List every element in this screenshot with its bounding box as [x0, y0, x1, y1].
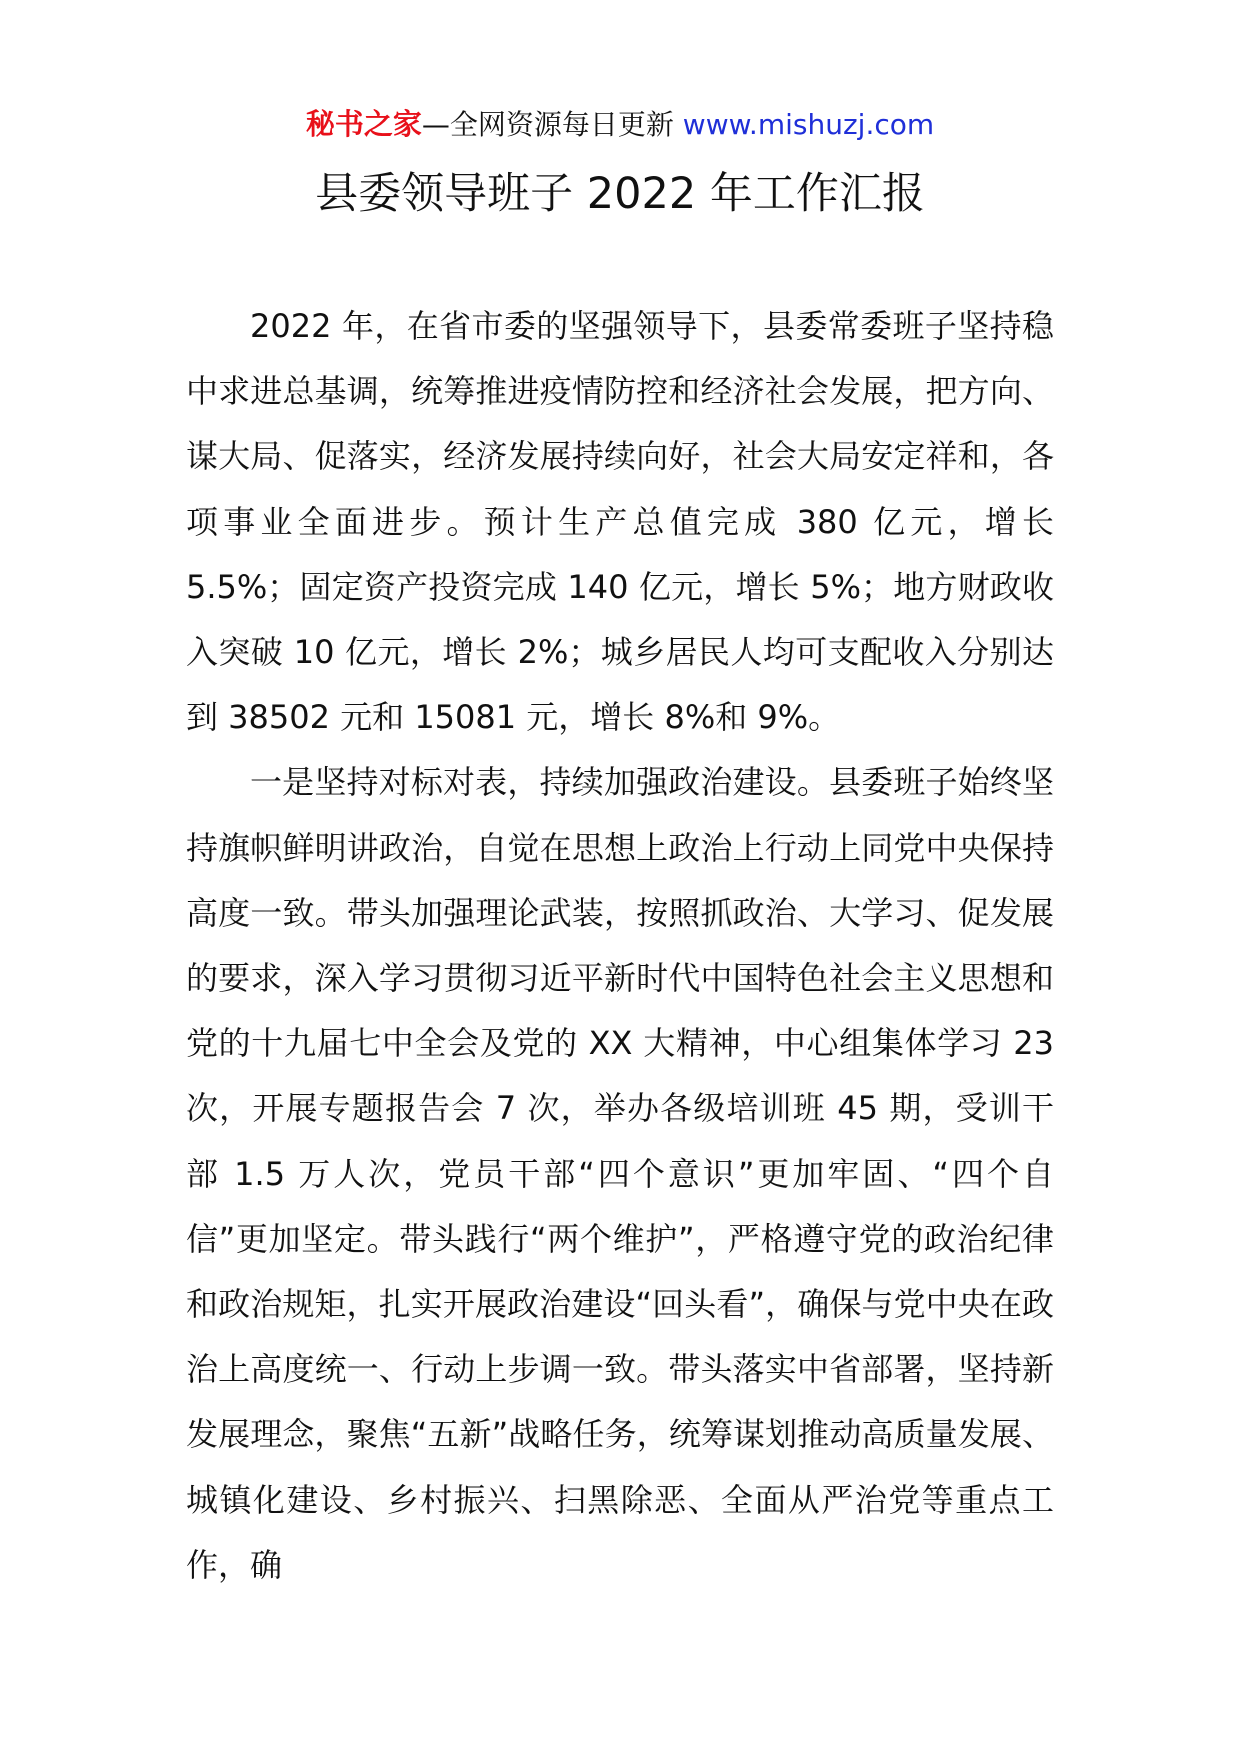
brand-name: 秘书之家	[305, 107, 422, 141]
paragraph-summary: 2022 年，在省市委的坚强领导下，县委常委班子坚持稳中求进总基调，统筹推进疫情防控和经济社会发展，把方向、谋大局、促落实，经济发展持续向好，社会大局安定祥和，各项事业全面进步。预计生产总值完成 380 亿元，增长 5.5%；固定资产投资完成 140 亿元，增长 5%；地方财政收入突破 10 亿元，增长 2%；城乡居民人均可支配收入分别达到 38502 元和 15081 元，增长 8%和 9%。	[186, 307, 1054, 737]
document-title: 县委领导班子 2022 年工作汇报	[315, 169, 925, 219]
site-url-link[interactable]: www.mishuzj.com	[682, 108, 935, 141]
site-header	[0, 104, 1240, 145]
site-slogan: —全网资源每日更新	[421, 108, 674, 141]
paragraph-political-building: 一是坚持对标对表，持续加强政治建设。县委班子始终坚持旗帜鲜明讲政治，自觉在思想上政治上行动上同党中央保持高度一致。带头加强理论武装，按照抓政治、大学习、促发展的要求，深入学习贯彻习近平新时代中国特色社会主义思想和党的十九届七中全会及党的 XX 大精神，中心组集体学习 23 次，开展专题报告会 7 次，举办各级培训班 45 期，受训干部 1.5 万人次，党员干部“四个意识”更加牢固、“四个自信”更加坚定。带头践行“两个维护”，严格遵守党的政治纪律和政治规矩，扎实开展政治建设“回头看”，确保与党中央在政治上高度统一、行动上步调一致。带头落实中省部署，坚持新发展理念，聚焦“五新”战略任务，统筹谋划推动高质量发展、城镇化建设、乡村振兴、扫黑除恶、全面从严治党等重点工作，确	[186, 763, 1054, 1584]
document-body	[186, 294, 1054, 1598]
